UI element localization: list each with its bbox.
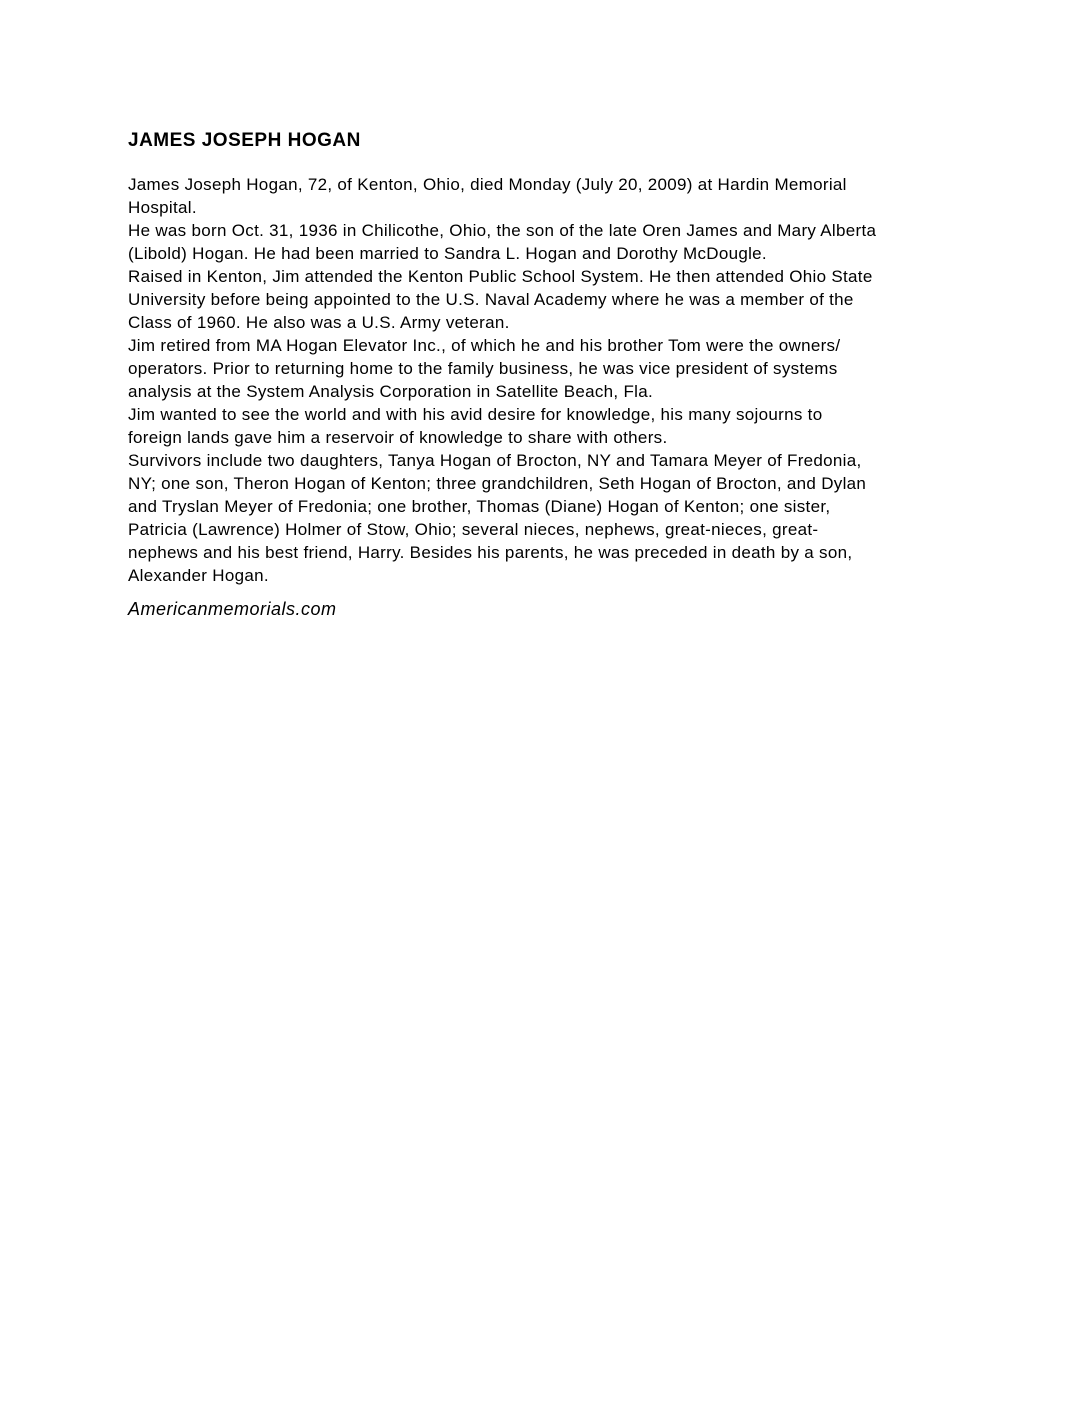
text-line: foreign lands gave him a reservoir of knowledge to share with others. <box>128 428 668 447</box>
text-line: NY; one son, Theron Hogan of Kenton; three grandchildren, Seth Hogan of Brocton, and Dylan <box>128 474 867 493</box>
text-line: James Joseph Hogan, 72, of Kenton, Ohio, died Monday (July 20, 2009) at Hardin Memorial <box>128 175 847 194</box>
obituary-body-text <box>128 173 973 587</box>
text-line: He was born Oct. 31, 1936 in Chilicothe, Ohio, the son of the late Oren James and Mary Alberta <box>128 221 877 240</box>
text-line: analysis at the System Analysis Corporation in Satellite Beach, Fla. <box>128 382 653 401</box>
text-line: Patricia (Lawrence) Holmer of Stow, Ohio; several nieces, nephews, great-nieces, great- <box>128 520 819 539</box>
text-line: Alexander Hogan. <box>128 566 269 585</box>
text-line: nephews and his best friend, Harry. Besides his parents, he was preceded in death by a son, <box>128 543 853 562</box>
text-line: Hospital. <box>128 198 197 217</box>
text-line: University before being appointed to the U.S. Naval Academy where he was a member of the <box>128 290 854 309</box>
text-line: Jim retired from MA Hogan Elevator Inc., of which he and his brother Tom were the owners/ <box>128 336 841 355</box>
obituary-title: JAMES JOSEPH HOGAN <box>128 130 361 151</box>
text-line: Class of 1960. He also was a U.S. Army veteran. <box>128 313 510 332</box>
text-line: and Tryslan Meyer of Fredonia; one brother, Thomas (Diane) Hogan of Kenton; one sister, <box>128 497 831 516</box>
text-line: (Libold) Hogan. He had been married to Sandra L. Hogan and Dorothy McDougle. <box>128 244 767 263</box>
text-line: operators. Prior to returning home to the family business, he was vice president of systems <box>128 359 838 378</box>
text-line: Jim wanted to see the world and with his avid desire for knowledge, his many sojourns to <box>128 405 823 424</box>
text-line: Raised in Kenton, Jim attended the Kenton Public School System. He then attended Ohio State <box>128 267 873 286</box>
source-attribution: Americanmemorials.com <box>128 599 337 619</box>
text-line: Survivors include two daughters, Tanya Hogan of Brocton, NY and Tamara Meyer of Fredonia, <box>128 451 862 470</box>
